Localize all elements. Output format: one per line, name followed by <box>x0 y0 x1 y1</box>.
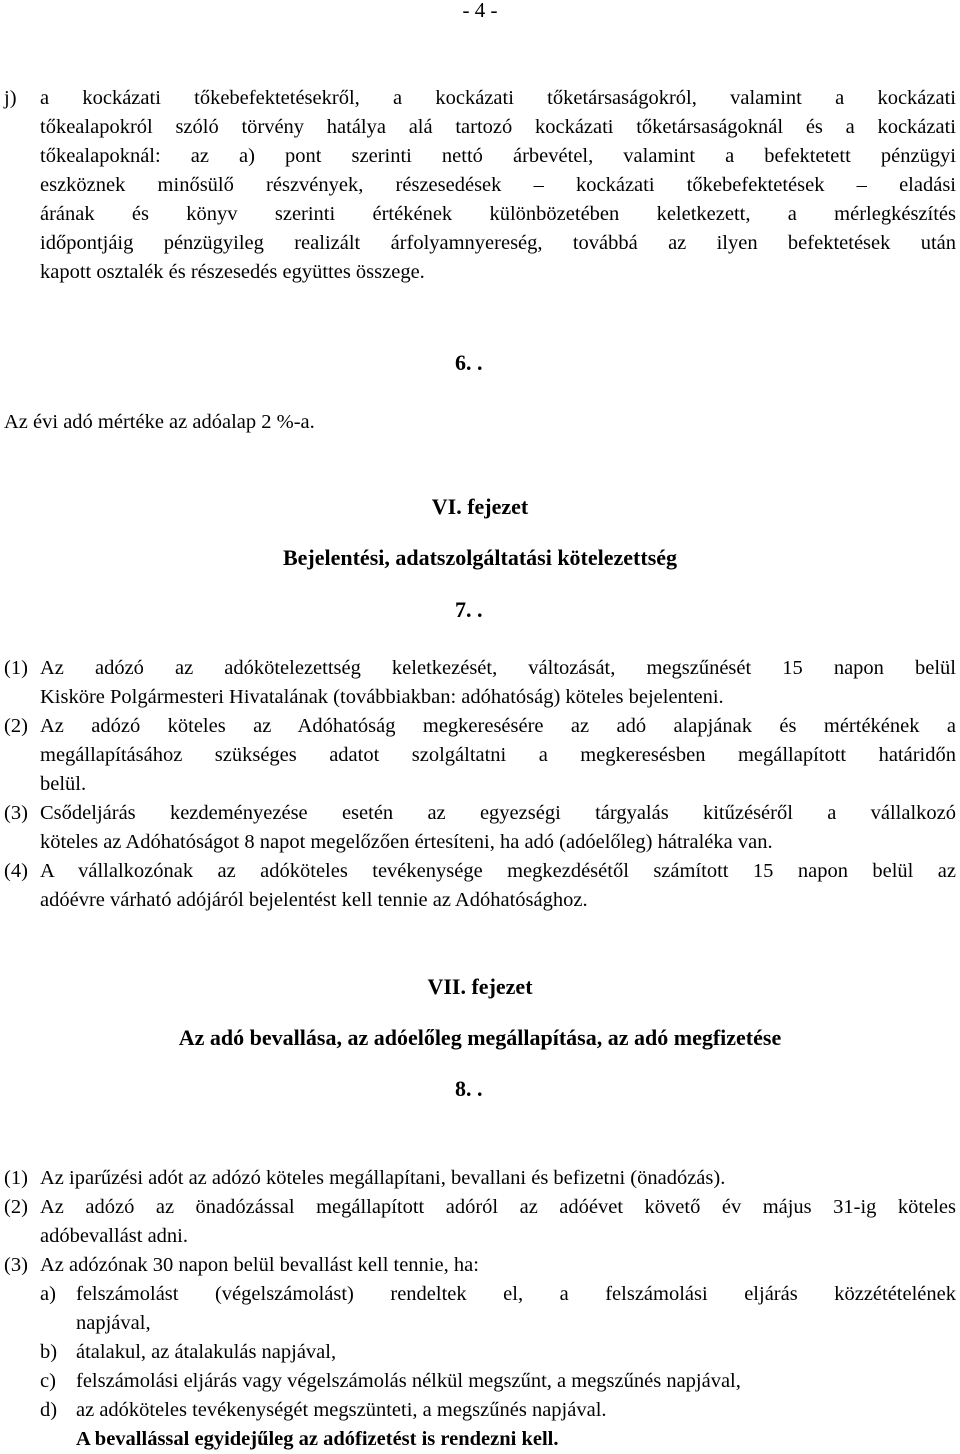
text-line: tőkealapoknál: az a) pont szerinti nettó árbevétel, valamint a befektetett pénzügyi <box>40 145 956 167</box>
text-line: megállapításához szükséges adatot szolgáltatni a megkeresésben megállapított határidőn <box>40 744 956 766</box>
section-number: 7. . <box>455 597 483 622</box>
paragraph-label: (2) <box>4 715 28 737</box>
text-line: időpontjáig pénzügyileg realizált árfolyamnyereség, továbbá az ilyen befektetések után <box>40 232 956 254</box>
text-line: köteles az Adóhatóságot 8 napot megelőzően értesíteni, ha adó (adóelőleg) hátraléka van. <box>40 831 773 853</box>
text-line: Az adózónak 30 napon belül bevallást kell tennie, ha: <box>40 1254 479 1276</box>
paragraph-label: (4) <box>4 860 28 882</box>
chapter-title: Bejelentési, adatszolgáltatási kötelezettség <box>282 545 678 570</box>
text-line: A vállalkozónak az adóköteles tevékenysége megkezdésétől számított 15 napon belül az <box>40 860 956 882</box>
paragraph-label: (2) <box>4 1196 28 1218</box>
item-label: a) <box>40 1283 56 1305</box>
section-number: 6. . <box>455 350 483 375</box>
section-number: 8. . <box>455 1076 483 1101</box>
item-label: b) <box>40 1341 58 1363</box>
chapter-title: Az adó bevallása, az adóelőleg megállapítása, az adó megfizetése <box>178 1025 782 1050</box>
paragraph-label: (3) <box>4 802 28 824</box>
paragraph-label: (1) <box>4 1167 28 1189</box>
paragraph-label: (3) <box>4 1254 28 1276</box>
item-label: d) <box>40 1399 58 1421</box>
closing-statement: A bevallással egyidejűleg az adófizetést is rendezni kell. <box>76 1428 559 1450</box>
page-number: - 4 - <box>462 0 498 22</box>
text-line: Az adózó az adókötelezettség keletkezését, változását, megszűnését 15 napon belül <box>40 657 956 679</box>
text-line: felszámolást (végelszámolást) rendeltek el, a felszámolási eljárás közzétételének <box>76 1283 956 1305</box>
text-line: adóévre várható adójáról bejelentést kell tennie az Adóhatósághoz. <box>40 889 588 911</box>
text-line: adóbevallást adni. <box>40 1225 189 1247</box>
item-label: j) <box>4 87 17 109</box>
chapter-heading: VI. fejezet <box>431 494 529 519</box>
text-line: Az iparűzési adót az adózó köteles megállapítani, bevallani és befizetni (önadózás). <box>40 1167 726 1189</box>
tax-rate-text: Az évi adó mértéke az adóalap 2 %-a. <box>4 411 315 433</box>
text-line: eszköznek minősülő részvények, részesedések – kockázati tőkebefektetések – eladási <box>40 174 956 196</box>
text-line: Kisköre Polgármesteri Hivatalának (továbbiakban: adóhatóság) köteles bejelenteni. <box>40 686 724 708</box>
text-line: a kockázati tőkebefektetésekről, a kockázati tőketársaságokról, valamint a kockázati <box>40 87 956 109</box>
text-line: átalakul, az átalakulás napjával, <box>76 1341 337 1363</box>
text-line: az adóköteles tevékenységét megszünteti, a megszűnés napjával. <box>76 1399 607 1421</box>
text-line: belül. <box>40 773 87 795</box>
text-line: árának és könyv szerinti értékének különbözetében keletkezett, a mérlegkészítés <box>40 203 956 225</box>
text-line: Az adózó az önadózással megállapított adóról az adóévet követő év május 31-ig köteles <box>40 1196 956 1218</box>
text-line: felszámolási eljárás vagy végelszámolás nélkül megszűnt, a megszűnés napjával, <box>76 1370 741 1392</box>
item-label: c) <box>40 1370 56 1392</box>
chapter-heading: VII. fejezet <box>427 974 533 999</box>
text-line: tőkealapokról szóló törvény hatálya alá tartozó kockázati tőketársaságoknál és a kockázati <box>40 116 956 138</box>
paragraph-label: (1) <box>4 657 28 679</box>
text-line: Csődeljárás kezdeményezése esetén az egyezségi tárgyalás kitűzéséről a vállalkozó <box>40 802 956 824</box>
text-line: napjával, <box>76 1312 151 1334</box>
text-line: Az adózó köteles az Adóhatóság megkeresésére az adó alapjának és mértékének a <box>40 715 956 737</box>
text-line: kapott osztalék és részesedés együttes összege. <box>40 261 425 283</box>
